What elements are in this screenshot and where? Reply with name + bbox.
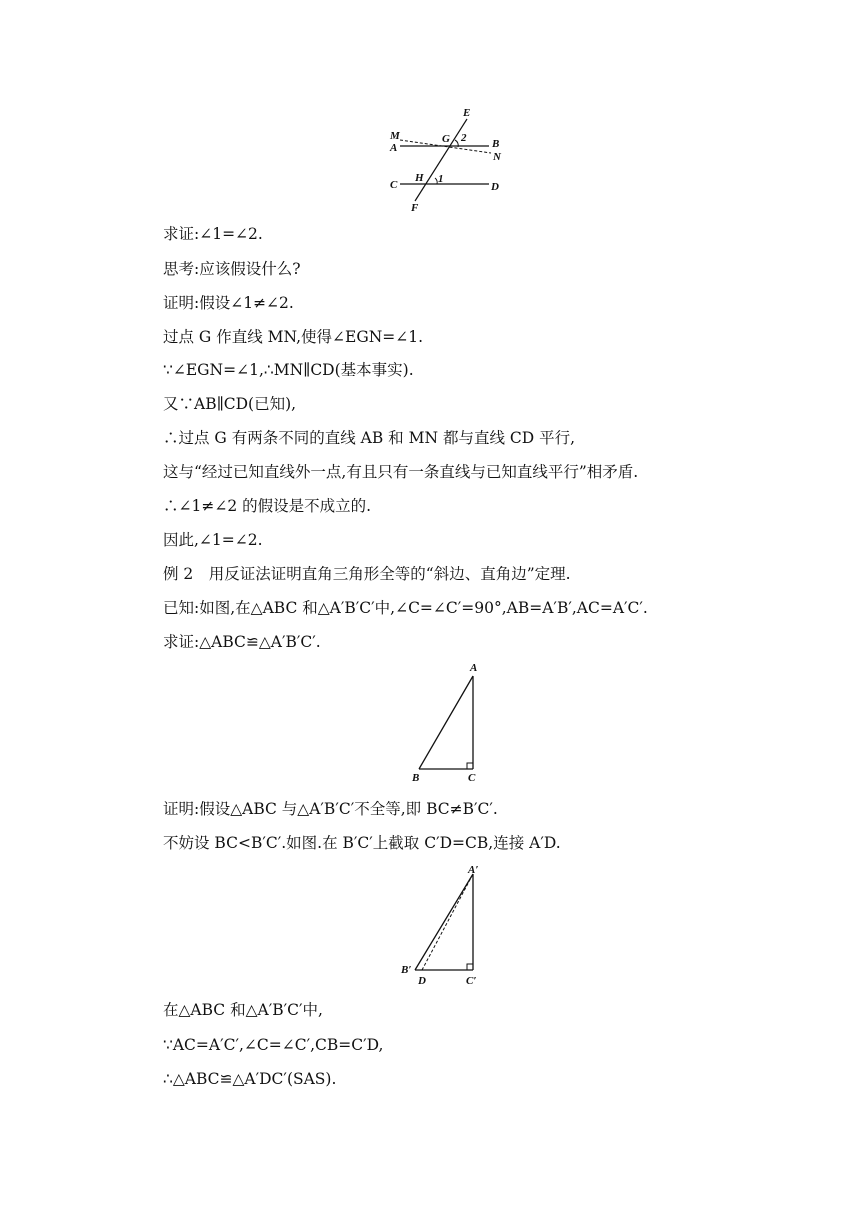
figure-triangle-abc [405, 658, 495, 788]
text-line: 证明:假设∠1≠∠2. [163, 294, 294, 312]
label-f: F [411, 202, 419, 214]
label-b-prime: B′ [401, 964, 412, 976]
label-a: A [470, 662, 478, 674]
text-line: 已知:如图,在△ABC 和△A′B′C′中,∠C=∠C′=90°,AB=A′B′,AC=A′C′. [163, 599, 648, 617]
text-line: 思考:应该假设什么? [163, 260, 301, 278]
text-line: ∵∠EGN=∠1,∴MN∥CD(基本事实). [163, 361, 414, 379]
right-angle-mark [467, 763, 473, 769]
label-n: N [493, 151, 501, 163]
label-1: 1 [438, 173, 444, 185]
text-line: 证明:假设△ABC 与△A′B′C′不全等,即 BC≠B′C′. [163, 800, 498, 818]
text-line: 求证:∠1=∠2. [163, 225, 263, 243]
text-line: 在△ABC 和△A′B′C′中, [163, 1001, 323, 1019]
label-d: D [418, 975, 426, 987]
text-line: 这与“经过已知直线外一点,有且只有一条直线与已知直线平行”相矛盾. [163, 463, 639, 481]
text-line: 不妨设 BC<B′C′.如图.在 B′C′上截取 C′D=CB,连接 A′D. [163, 834, 561, 852]
label-c-prime: C′ [466, 975, 477, 987]
label-g: G [442, 133, 450, 145]
label-c: C [468, 772, 476, 784]
side-ab-prime [415, 874, 473, 970]
text-line: 求证:△ABC≌△A′B′C′. [163, 633, 321, 651]
label-b: B [412, 772, 420, 784]
text-line: ∴△ABC≌△A′DC′(SAS). [163, 1070, 337, 1088]
figure-parallel-lines [385, 100, 515, 215]
text-line: 又∵AB∥CD(已知), [163, 395, 297, 413]
line-ef [415, 119, 467, 201]
example-heading: 例 2 用反证法证明直角三角形全等的“斜边、直角边”定理. [163, 565, 571, 583]
label-m: M [390, 130, 400, 142]
text-line: ∵AC=A′C′,∠C=∠C′,CB=C′D, [163, 1036, 384, 1054]
text-line: ∴过点 G 有两条不同的直线 AB 和 MN 都与直线 CD 平行, [163, 429, 576, 447]
label-h: H [415, 172, 424, 184]
text-line: 过点 G 作直线 MN,使得∠EGN=∠1. [163, 328, 424, 346]
label-d: D [491, 181, 499, 193]
label-b: B [492, 138, 500, 150]
text-line: ∴∠1≠∠2 的假设是不成立的. [163, 497, 372, 515]
label-a-prime: A′ [468, 864, 479, 876]
right-angle-mark [467, 964, 473, 970]
side-ab [419, 676, 473, 769]
label-2: 2 [461, 132, 467, 144]
angle-1-arc [435, 178, 437, 184]
label-c: C [390, 179, 398, 191]
text-line: 因此,∠1=∠2. [163, 531, 263, 549]
label-e: E [463, 107, 471, 119]
label-a: A [390, 142, 398, 154]
segment-ad-prime [422, 874, 473, 970]
figure-triangle-abc-prime [398, 862, 493, 992]
